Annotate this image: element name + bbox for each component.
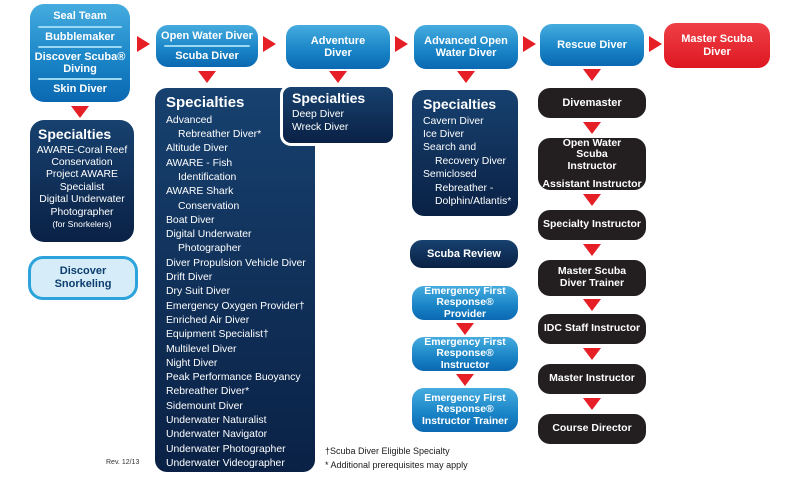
specialty-item: Equipment Specialist† — [166, 329, 269, 341]
specialty-item: Cavern Diver — [423, 115, 484, 127]
idc-staff-instructor-label: IDC Staff Instructor — [543, 322, 641, 335]
specialty-item: Conservation — [178, 200, 240, 212]
idc-staff-instructor-box — [538, 314, 646, 344]
open-water-diver-label: Open Water Diver — [161, 29, 253, 42]
master-scuba-diver-trainer-box — [538, 260, 646, 296]
snorkeler-specialties-box — [30, 120, 134, 242]
specialty-item: Photographer — [50, 206, 114, 218]
specialties-heading: Specialties — [292, 90, 366, 106]
discover-scuba-diving-label: Discover Scuba® Diving — [34, 50, 126, 76]
flow-arrow-down-icon — [583, 244, 601, 256]
specialty-item: Underwater Photographer — [166, 443, 286, 455]
flow-arrow-right-icon — [649, 36, 662, 52]
specialty-item: Drift Diver — [166, 272, 213, 284]
specialty-item: Search and — [423, 142, 477, 154]
scuba-review-label: Scuba Review — [427, 247, 501, 260]
specialty-item: Night Diver — [166, 357, 218, 369]
advanced-open-water-diver-label: Advanced Open Water Diver — [424, 34, 508, 59]
footnote-asterisk: * Additional prerequisites may apply — [325, 460, 468, 470]
flow-arrow-down-icon — [583, 299, 601, 311]
advanced-open-water-diver-box — [414, 25, 518, 69]
flow-arrow-down-icon — [329, 71, 347, 83]
flow-arrow-down-icon — [583, 69, 601, 81]
specialty-item: Wreck Diver — [292, 121, 349, 133]
adventure-specialties-box — [280, 84, 396, 146]
specialty-item: Multilevel Diver — [166, 343, 237, 355]
revision-label: Rev. 12/13 — [106, 459, 140, 466]
specialty-item: Enriched Air Diver — [166, 314, 250, 326]
specialty-item: Recovery Diver — [435, 155, 507, 167]
specialty-item: Diver Propulsion Vehicle Diver — [166, 257, 306, 269]
flow-arrow-right-icon — [523, 36, 536, 52]
flow-arrow-down-icon — [457, 71, 475, 83]
specialty-item: Semiclosed — [423, 169, 477, 181]
divider — [38, 26, 122, 28]
specialty-item: AWARE Shark — [166, 186, 234, 198]
specialty-item: Underwater Naturalist — [166, 415, 267, 427]
efr-instructor-box — [412, 337, 518, 371]
specialty-instructor-box — [538, 210, 646, 240]
specialty-item: Digital Underwater — [39, 194, 125, 206]
specialty-item: Dolphin/Atlantis* — [435, 196, 512, 208]
flow-arrow-down-icon — [583, 194, 601, 206]
seal-team-label: Seal Team — [53, 10, 107, 23]
divemaster-label: Divemaster — [562, 96, 622, 109]
specialties-heading: Specialties — [423, 96, 497, 112]
scuba-diver-label: Scuba Diver — [175, 50, 239, 62]
specialty-item: Rebreather Diver* — [178, 129, 262, 141]
flow-arrow-down-icon — [71, 106, 89, 118]
specialty-item: Rebreather - — [435, 182, 494, 194]
specialty-item: Advanced — [166, 114, 213, 126]
open-water-diver-box — [156, 25, 258, 67]
master-scuba-diver-box — [664, 23, 770, 68]
footnote-dagger: †Scuba Diver Eligible Specialty — [325, 446, 450, 456]
divider — [164, 45, 250, 47]
divider — [38, 46, 122, 48]
specialty-item: Conservation — [51, 157, 113, 169]
rescue-diver-box — [540, 24, 644, 66]
specialty-item: Identification — [178, 171, 237, 183]
assistant-instructor-label: Assistant Instructor — [542, 177, 642, 190]
specialty-instructor-label: Specialty Instructor — [542, 218, 642, 231]
flow-arrow-right-icon — [263, 36, 276, 52]
flow-arrow-down-icon — [456, 323, 474, 335]
aow-specialties-box — [412, 90, 518, 216]
scuba-review-box — [410, 240, 518, 268]
adventure-diver-label: Adventure Diver — [310, 34, 366, 59]
specialty-item: Boat Diver — [166, 214, 215, 226]
efr-instructor-trainer-label: Emergency First Response® Instructor Trainer — [421, 392, 509, 427]
master-scuba-diver-label: Master Scuba Diver — [681, 33, 753, 58]
specialty-item: Sidemount Diver — [166, 400, 243, 412]
for-snorkelers-note: (for Snorkelers) — [52, 219, 112, 230]
specialty-item: Altitude Diver — [166, 143, 228, 155]
bubblemaker-label: Bubblemaker — [45, 30, 115, 43]
specialty-item: Rebreather Diver* — [166, 386, 250, 398]
specialty-item: AWARE-Coral Reef — [36, 144, 128, 156]
flow-arrow-down-icon — [456, 374, 474, 386]
flow-arrow-right-icon — [137, 36, 150, 52]
specialty-item: Project AWARE — [46, 169, 118, 181]
master-instructor-label: Master Instructor — [549, 372, 635, 385]
skin-diver-label: Skin Diver — [53, 83, 107, 96]
efr-instructor-label: Emergency First Response® Instructor — [424, 336, 506, 371]
flow-arrow-down-icon — [198, 71, 216, 83]
flow-arrow-right-icon — [395, 36, 408, 52]
specialty-item: Dry Suit Diver — [166, 286, 231, 298]
adventure-diver-box — [286, 25, 390, 69]
specialty-item: Specialist — [59, 181, 105, 193]
specialty-item: Digital Underwater — [166, 229, 252, 241]
specialty-item: Ice Diver — [423, 129, 464, 141]
divider — [38, 78, 122, 80]
efr-provider-box — [412, 286, 518, 320]
specialty-item: Photographer — [178, 243, 241, 255]
discover-snorkeling-label: Discover Snorkeling — [54, 265, 112, 290]
efr-provider-label: Emergency First Response® Provider — [424, 285, 506, 320]
course-director-label: Course Director — [552, 422, 632, 435]
flow-arrow-down-icon — [583, 398, 601, 410]
master-instructor-box — [538, 364, 646, 394]
divemaster-box — [538, 88, 646, 118]
course-director-box — [538, 414, 646, 444]
specialty-item: AWARE - Fish — [166, 157, 233, 169]
owsi-label: Open Water Scuba Instructor — [562, 136, 622, 172]
kids-programs-box — [30, 4, 130, 102]
open-water-scuba-instructor-box — [538, 138, 646, 190]
flow-arrow-down-icon — [583, 122, 601, 134]
specialty-item: Emergency Oxygen Provider† — [166, 300, 305, 312]
msdt-label: Master Scuba Diver Trainer — [557, 265, 627, 289]
specialty-item: Underwater Navigator — [166, 429, 268, 441]
specialty-item: Underwater Videographer — [166, 457, 285, 469]
flow-arrow-down-icon — [583, 348, 601, 360]
rescue-diver-label: Rescue Diver — [557, 38, 627, 51]
discover-snorkeling-box — [28, 256, 138, 300]
specialties-heading: Specialties — [38, 126, 112, 142]
specialty-item: Peak Performance Buoyancy — [166, 372, 301, 384]
specialty-item: Deep Diver — [292, 108, 344, 120]
specialties-heading: Specialties — [166, 94, 245, 111]
efr-instructor-trainer-box — [412, 388, 518, 432]
